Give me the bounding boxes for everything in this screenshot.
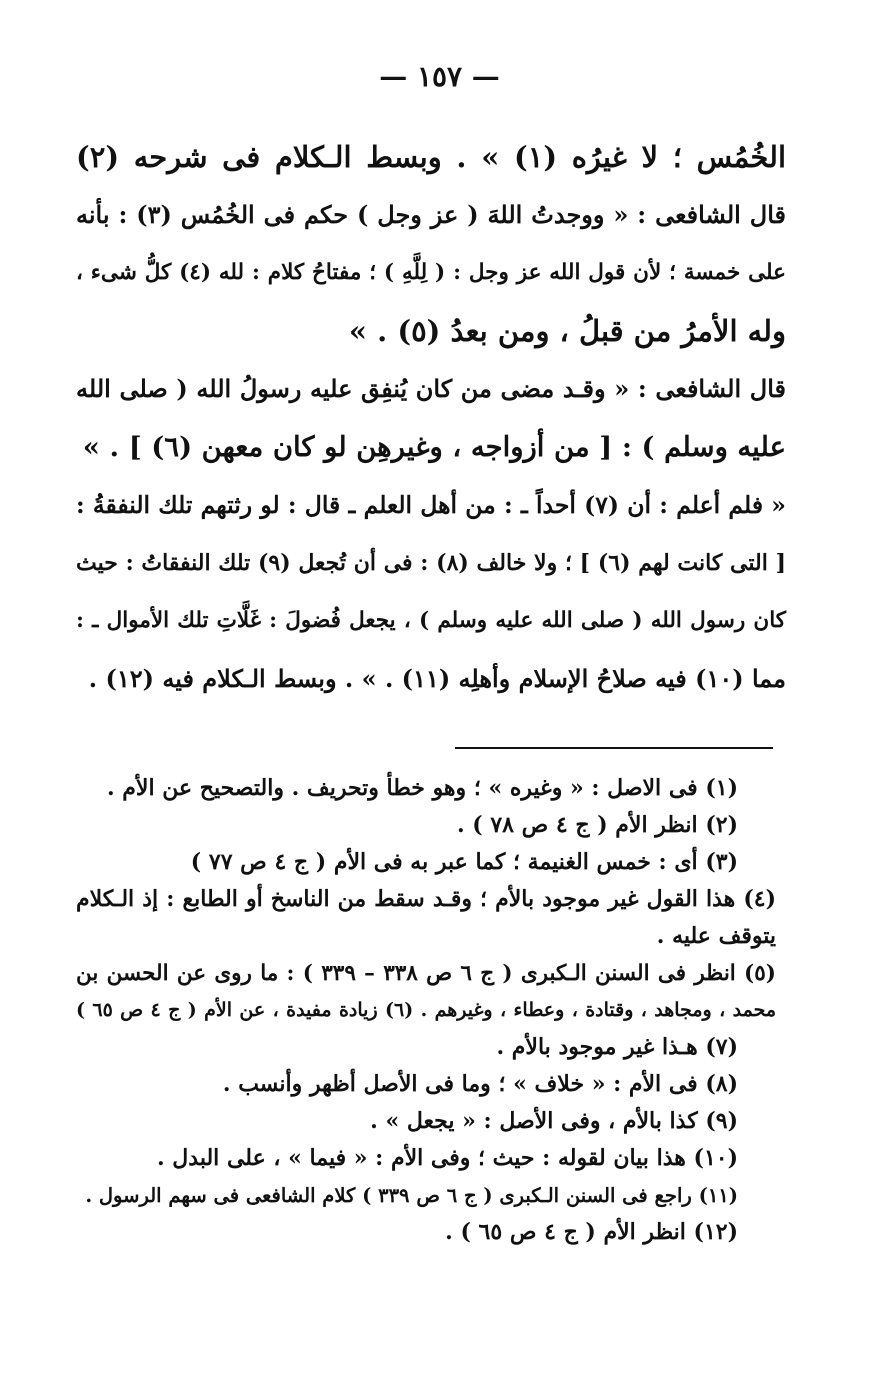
- footnote-line: (١٢) انظر الأم ( ج ٤ ص ٦٥ ) .: [445, 1219, 738, 1245]
- page-number: — ١٥٧ —: [379, 60, 500, 93]
- footnote-line: (٥) انظر فى السنن الـكبرى ( ج ٦ ص ٣٣٨ – ٣٣٩ ) : ما روى عن الحسن بن: [76, 961, 776, 986]
- footnote-line: (٧) هـذا غير موجود بالأم .: [496, 1034, 738, 1060]
- text-line: قال الشافعى : « ووجدتُ اللهَ ( عز وجل ) حكم فى الخُمُس (٣) : بأنه: [76, 200, 786, 229]
- text-line: وله الأمرُ من قبلُ ، ومن بعدُ (٥) . »: [348, 314, 786, 348]
- footnote-line: (١١) راجع فى السنن الـكبرى ( ج ٦ ص ٣٣٩ ) كلام الشافعى فى سهم الرسول .: [85, 1184, 738, 1207]
- text-line: على خمسة ؛ لأن قول الله عز وجل : ( لِلَّهِ ) ؛ مفتاحُ كلام : لله (٤) كلُّ شىء ،: [76, 260, 786, 285]
- footnote-line: (١٠) هذا بيان لقوله : حيث ؛ وفى الأم : « فيما » ، على البدل .: [156, 1145, 738, 1171]
- footnote-line: (٢) انظر الأم ( ج ٤ ص ٧٨ ) .: [456, 812, 738, 838]
- text-line: عليه وسلم ) : [ من أزواجه ، وغيرهِن لو كان معهن (٦) ] . »: [82, 431, 786, 463]
- footnote-line: محمد ، ومجاهد ، وقتادة ، وعطاء ، وغيرهم . (٦) زيادة مفيدة ، عن الأم ( ج ٤ ص ٦٥ ): [76, 999, 777, 1021]
- footnote-line: (٨) فى الأم : « خلاف » ؛ وما فى الأصل أظهر وأنسب .: [222, 1071, 738, 1097]
- footnote-line: (٣) أى : خمس الغنيمة ؛ كما عبر به فى الأم ( ج ٤ ص ٧٧ ): [190, 849, 738, 875]
- text-line: قال الشافعى : « وقـد مضى من كان يُنفِق عليه رسولُ الله ( صلى الله: [76, 374, 786, 403]
- text-line: [ التى كانت لهم (٦) ] ؛ ولا خالف (٨) : فى أن تُجعل (٩) تلك النفقاتُ : حيث: [76, 550, 786, 576]
- text-line: الخُمُس ؛ لا غيرُه (١) » . وبسط الـكلام فى شرحه (٢): [76, 140, 786, 174]
- text-line: كان رسول الله ( صلى الله عليه وسلم ) ، يجعل فُضولَ : غَلَّاتِ تلك الأموال ـ :: [76, 608, 786, 633]
- footnote-line: (٩) كذا بالأم ، وفى الأصل : « يجعل » .: [370, 1108, 738, 1134]
- footnotes: [76, 770, 777, 1251]
- footnote-line: (١) فى الاصل : « وغيره » ؛ وهو خطأ وتحريف . والتصحيح عن الأم .: [106, 775, 738, 801]
- text-line: « فلم أعلم : أن (٧) أحداً ـ : من أهل العلم ـ قال : لو رثتهم تلك النفقةُ :: [76, 491, 786, 519]
- footnote-divider: [455, 747, 773, 749]
- text-line: مما (١٠) فيه صلاحُ الإسلام وأهلِه (١١) . » . وبسط الـكلام فيه (١٢) .: [88, 664, 786, 693]
- main-text: [76, 128, 786, 708]
- footnote-line: يتوقف عليه .: [656, 923, 776, 949]
- footnote-line: (٤) هذا القول غير موجود بالأم ؛ وقـد سقط من الناسخ أو الطابع : إذ الـكلام: [76, 886, 776, 912]
